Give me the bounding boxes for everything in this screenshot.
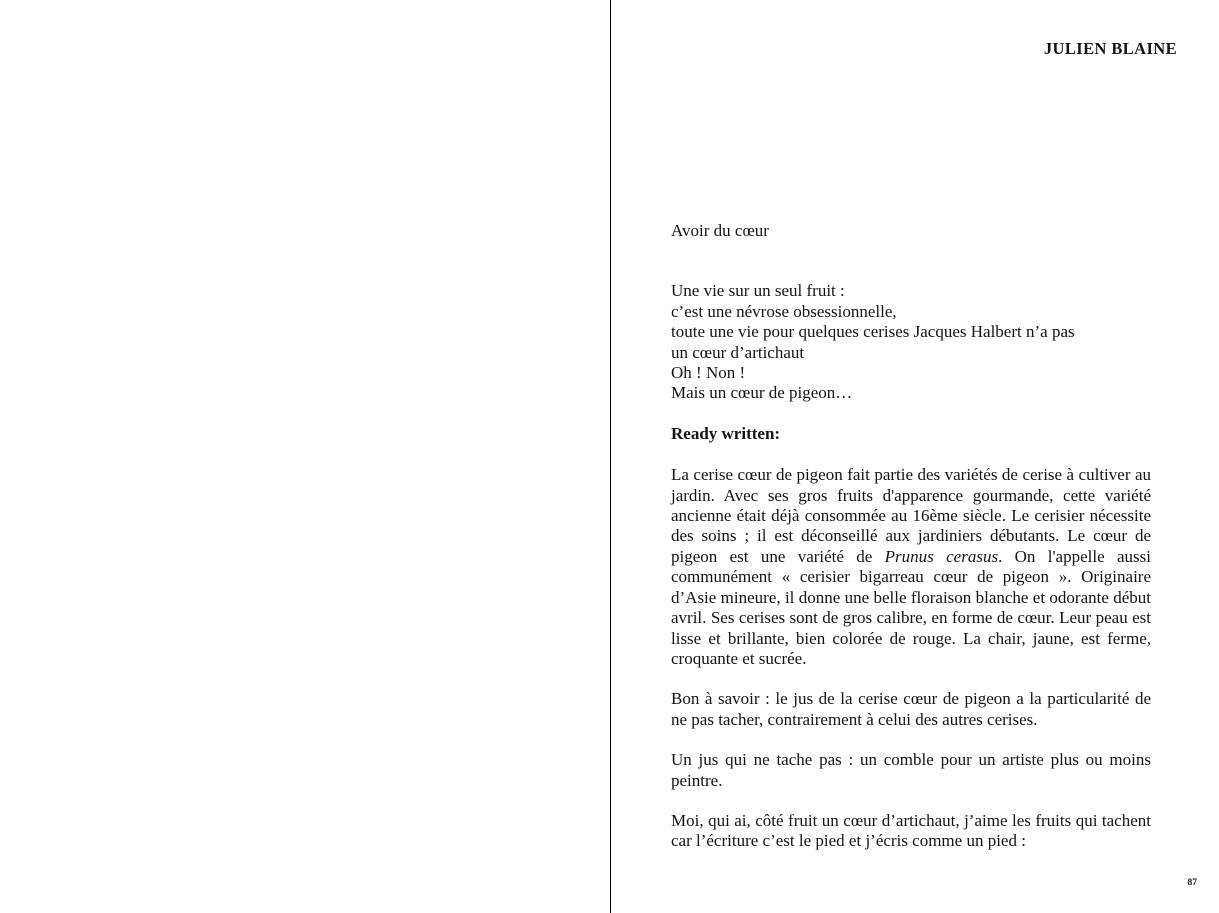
paragraph-cerise-description	[671, 465, 1151, 669]
author-header: JULIEN BLAINE	[1043, 39, 1177, 58]
paragraph-jus: Un jus qui ne tache pas : un comble pour un artiste plus ou moins peintre.	[671, 750, 1151, 790]
ready-written-label: Ready written:	[671, 423, 781, 443]
poem-stanza	[671, 281, 1151, 403]
poem-line: toute une vie pour quelques cerises Jacques Halbert n’a pas	[671, 322, 1075, 342]
page-number: 87	[1187, 878, 1197, 888]
poem-line: Mais un cœur de pigeon…	[671, 383, 853, 403]
paragraph-text-after: . On l'appelle aussi communément « cerisier bigarreau cœur de pigeon ». Originaire d’Asie mineure, il donne une belle floraison blanche et odorante début avril. Ses cerises sont de gros calibre, en forme de cœur. Leur peau est lisse et brillante, bien colorée de rouge. La chair, jaune, est ferme, croquante et sucrée.	[671, 546, 1151, 668]
poem-line: Oh ! Non !	[671, 363, 746, 383]
paragraph-text-before: La cerise cœur de pigeon fait partie des variétés de cerise à cultiver au jardin. Avec ses gros fruits d'apparence gourmande, cette variété ancienne était déjà consommée au 16ème siècle. Le cerisier nécessite des soins ; il est déconseillé aux jardiniers débutants. Le cœur de pigeon est une variété de	[671, 465, 1151, 566]
paragraph-bon-a-savoir: Bon à savoir : le jus de la cerise cœur de pigeon a la particularité de ne pas tacher, contrairement à celui des autres cerises.	[671, 689, 1151, 729]
latin-name-italic: Prunus cerasus	[884, 546, 999, 566]
page-divider-line	[610, 0, 611, 913]
poem-line: c’est une névrose obsessionnelle,	[671, 301, 897, 321]
poem-line: Une vie sur un seul fruit :	[671, 281, 845, 301]
paragraph-moi: Moi, qui ai, côté fruit un cœur d’artichaut, j’aime les fruits qui tachent car l’écriture c’est le pied et j’écris comme un pied :	[671, 810, 1151, 851]
poem-title: Avoir du cœur	[671, 221, 769, 240]
poem-line: un cœur d’artichaut	[671, 342, 805, 362]
text-column	[671, 221, 1151, 852]
